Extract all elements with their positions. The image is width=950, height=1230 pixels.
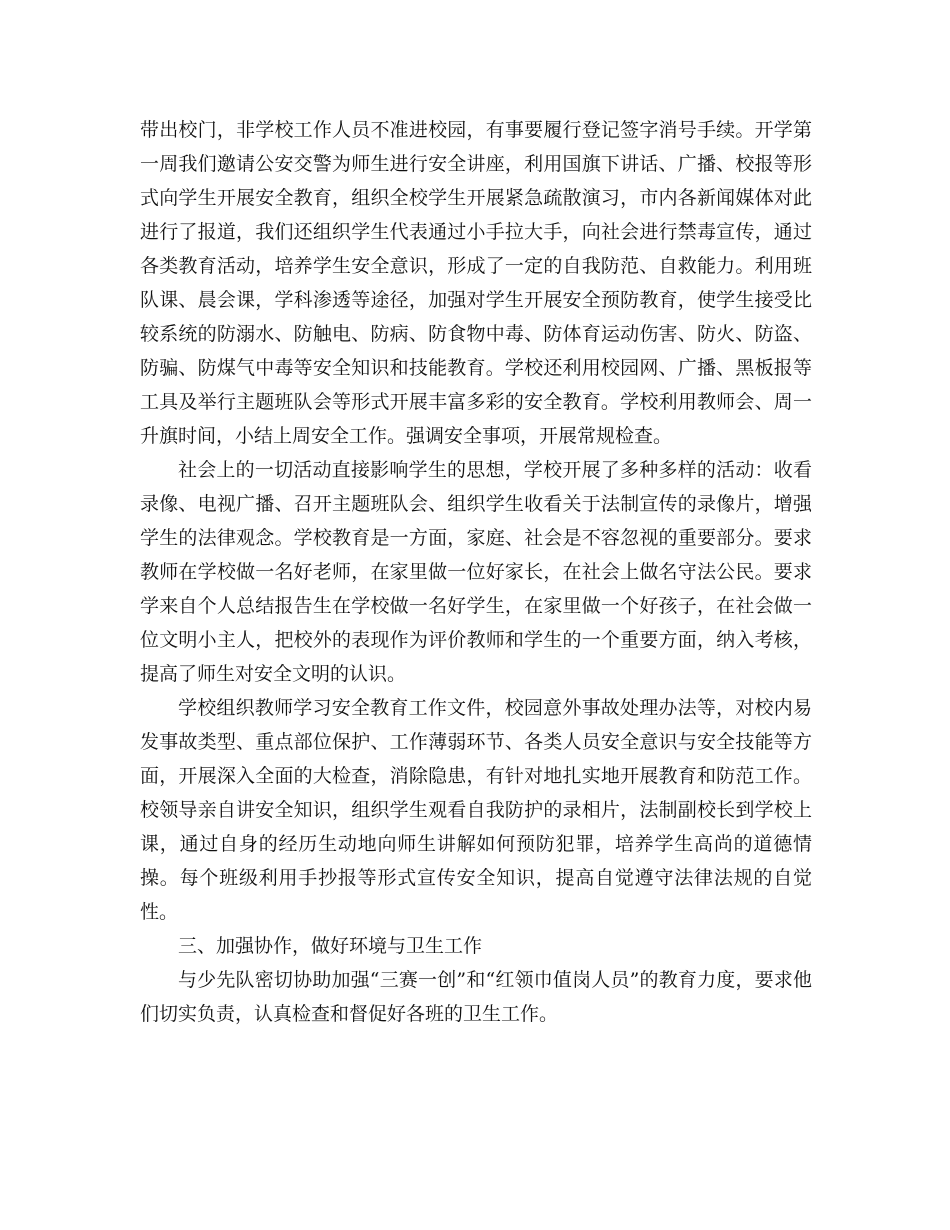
section-heading: 三、加强协作，做好环境与卫生工作: [178, 935, 483, 957]
paragraph-4: 与少先队密切协助加强“三赛一创”和“红领巾值岗人员”的教育力度，要求他们切实负责，认真检查和督促好各班的卫生工作。: [140, 969, 812, 1025]
paragraph-2: 社会上的一切活动直接影响学生的思想，学校开展了多种多样的活动：收看录像、电视广播、召开主题班队会、组织学生收看关于法制宣传的录像片，增强学生的法律观念。学校教育是一方面，家庭、社会是不容忽视的重要部分。要求教师在学校做一名好老师，在家里做一位好家长，在社会上做名守法公民。要求学来自个人总结报告生在学校做一名好学生，在家里做一个好孩子，在社会做一位文明小主人，把校外的表现作为评价教师和学生的一个重要方面，纳入考核，提高了师生对安全文明的认识。: [140, 459, 812, 685]
paragraph-1: 带出校门，非学校工作人员不准进校园，有事要履行登记签字消号手续。开学第一周我们邀请公安交警为师生进行安全讲座，利用国旗下讲话、广播、校报等形式向学生开展安全教育，组织全校学生开展紧急疏散演习，市内各新闻媒体对此进行了报道，我们还组织学生代表通过小手拉大手，向社会进行禁毒宣传，通过各类教育活动，培养学生安全意识，形成了一定的自我防范、自救能力。利用班队课、晨会课，学科渗透等途径，加强对学生开展安全预防教育，使学生接受比较系统的防溺水、防触电、防病、防食物中毒、防体育运动伤害、防火、防盗、防骗、防煤气中毒等安全知识和技能教育。学校还利用校园网、广播、黑板报等工具及举行主题班队会等形式开展丰富多彩的安全教育。学校利用教师会、周一升旗时间，小结上周安全工作。强调安全事项，开展常规检查。: [140, 119, 812, 447]
document-body: [140, 113, 812, 1031]
paragraph-3: 学校组织教师学习安全教育工作文件，校园意外事故处理办法等，对校内易发事故类型、重点部位保护、工作薄弱环节、各类人员安全意识与安全技能等方面，开展深入全面的大检查，消除隐患，有针对地扎实地开展教育和防范工作。校领导亲自讲安全知识，组织学生观看自我防护的录相片，法制副校长到学校上课，通过自身的经历生动地向师生讲解如何预防犯罪，培养学生高尚的道德情操。每个班级利用手抄报等形式宣传安全知识，提高自觉遵守法律法规的自觉性。: [140, 697, 812, 923]
